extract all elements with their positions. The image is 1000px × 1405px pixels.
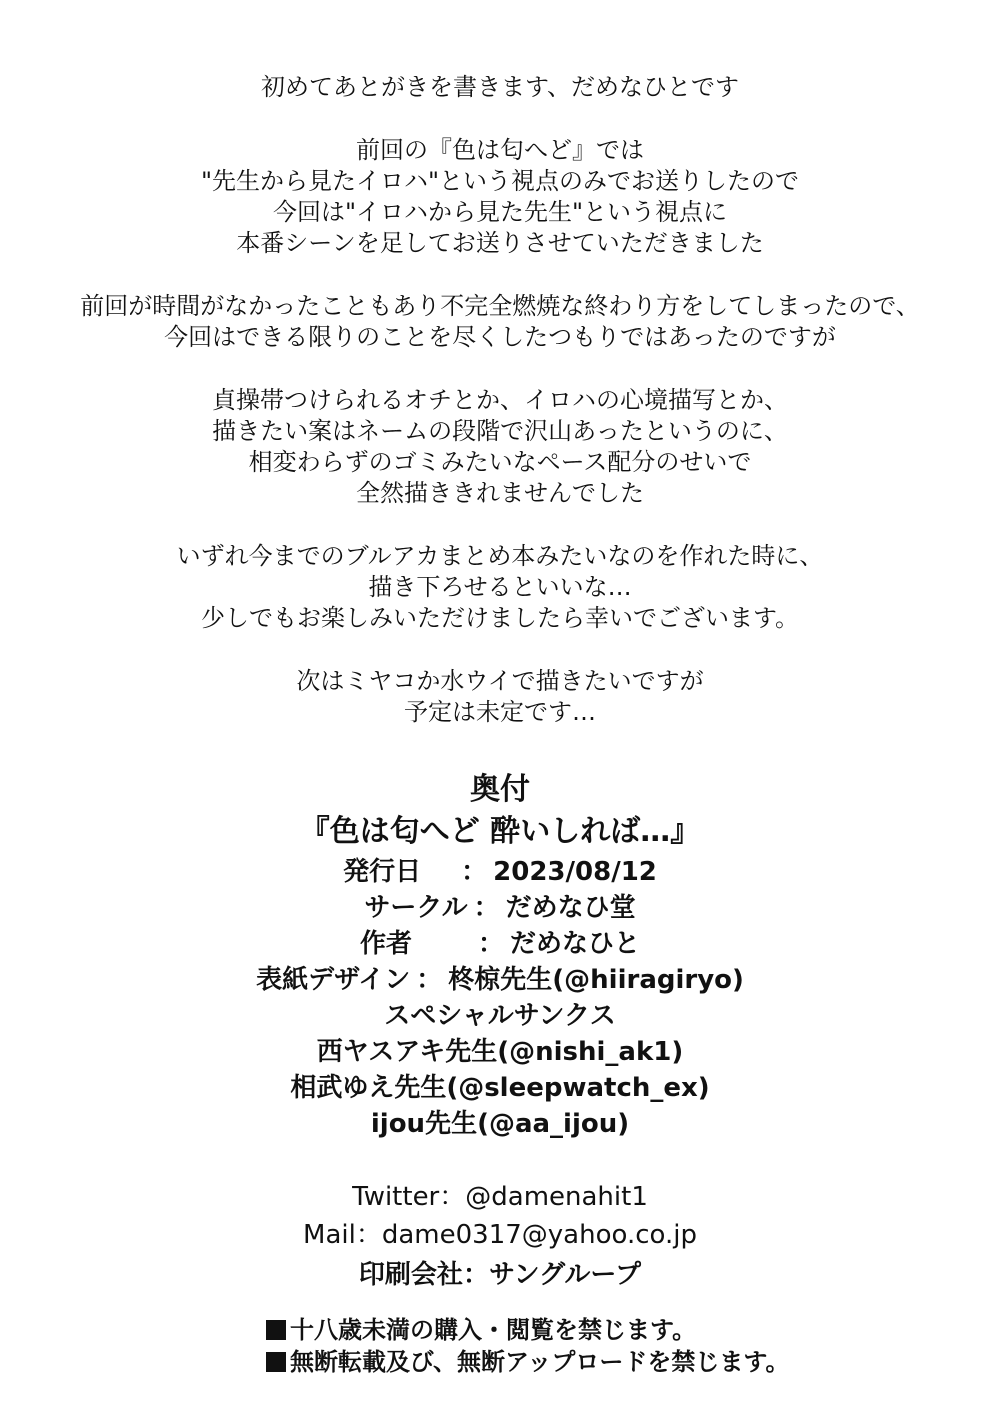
afterword-line: 今回はできる限りのことを尽くしたつもりではあったのですが [164,323,836,351]
notices [266,1314,906,1378]
twitter-row [0,1178,1000,1216]
book-title: 『色は匂へど 酔いしれば…』 [299,814,701,849]
publish-date-value: 2023/08/12 [493,857,657,887]
afterword-line: 初めてあとがきを書きます、だめなひとです [260,73,740,101]
special-thanks-item: ijou先生(@aa_ijou) [370,1109,630,1139]
author-row [0,926,1000,962]
printer-label: 印刷会社 [358,1260,463,1290]
mail-address[interactable]: dame0317@yahoo.co.jp [381,1220,697,1250]
afterword-line: 前回の『色は匂へど』では [356,136,644,164]
special-thanks-item: 相武ゆえ先生(@sleepwatch_ex) [290,1073,710,1103]
printer-row [0,1256,1000,1294]
afterword-paragraph-6 [0,666,1000,728]
separator: ： [355,1220,382,1250]
black-square-icon [266,1352,286,1372]
notice-text: 無断転載及び、無断アップロードを禁じます。 [290,1348,790,1376]
afterword-paragraph-2 [0,135,1000,259]
notice-text: 十八歳未満の購入・閲覧を禁じます。 [290,1316,697,1344]
publish-date-row [0,854,1000,890]
cover-design-row [0,962,1000,998]
afterword-paragraph-4 [0,385,1000,509]
afterword-paragraph-3 [0,291,1000,353]
afterword-line: 本番シーンを足してお送りさせていただきました [236,229,764,257]
circle-row [0,890,1000,926]
notice-item [266,1346,906,1378]
afterword-line: 予定は未定です… [404,698,596,726]
separator: ： [416,965,443,995]
separator: ： [473,893,500,923]
author-label: 作者 [359,929,412,959]
colophon [0,770,1000,1142]
cover-design-value: 柊椋先生(@hiiragiryo) [448,965,744,995]
afterword-line: 次はミヤコか水ウイで描きたいですが [296,667,704,695]
circle-label: サークル [364,893,468,923]
afterword-line: "先生から見たイロハ"という視点のみでお送りしたので [200,167,800,195]
author-value: だめなひと [510,929,641,959]
mail-label: Mail [303,1220,356,1250]
afterword-line: 今回は"イロハから見た先生"という視点に [272,198,728,226]
separator: ： [462,1260,489,1290]
afterword-line: 貞操帯つけられるオチとか、イロハの心境描写とか、 [212,386,788,414]
separator: ： [461,857,488,887]
notice-item [266,1314,906,1346]
afterword-line: 全然描ききれませんでした [356,479,644,507]
afterword-paragraph-1 [0,72,1000,103]
colophon-heading: 奥付 [470,772,530,807]
afterword-line: 描き下ろせるといいな… [368,573,632,601]
contact-info [0,1178,1000,1294]
black-square-icon [266,1320,286,1340]
circle-value: だめなひ堂 [505,893,636,923]
cover-design-label: 表紙デザイン [256,965,411,995]
special-thanks-item: 西ヤスアキ先生(@nishi_ak1) [316,1037,684,1067]
afterword-line: 少しでもお楽しみいただけましたら幸いでございます。 [200,604,800,632]
afterword [0,72,1000,760]
publish-date-label: 発行日 [343,857,422,887]
afterword-line: 相変わらずのゴミみたいなペース配分のせいで [248,448,752,476]
afterword-paragraph-5 [0,541,1000,634]
special-thanks-label: スペシャルサンクス [384,1001,616,1031]
twitter-label: Twitter [352,1182,440,1212]
separator: ： [439,1182,466,1212]
printer-value: サングループ [488,1260,642,1290]
afterword-line: いずれ今までのブルアカまとめ本みたいなのを作れた時に、 [176,542,824,570]
afterword-line: 前回が時間がなかったこともあり不完全燃焼な終わり方をしてしまったので、 [80,292,920,320]
separator: ： [477,929,504,959]
afterword-line: 描きたい案はネームの段階で沢山あったというのに、 [212,417,788,445]
twitter-handle[interactable]: @damenahit1 [465,1182,648,1212]
mail-row [0,1216,1000,1254]
